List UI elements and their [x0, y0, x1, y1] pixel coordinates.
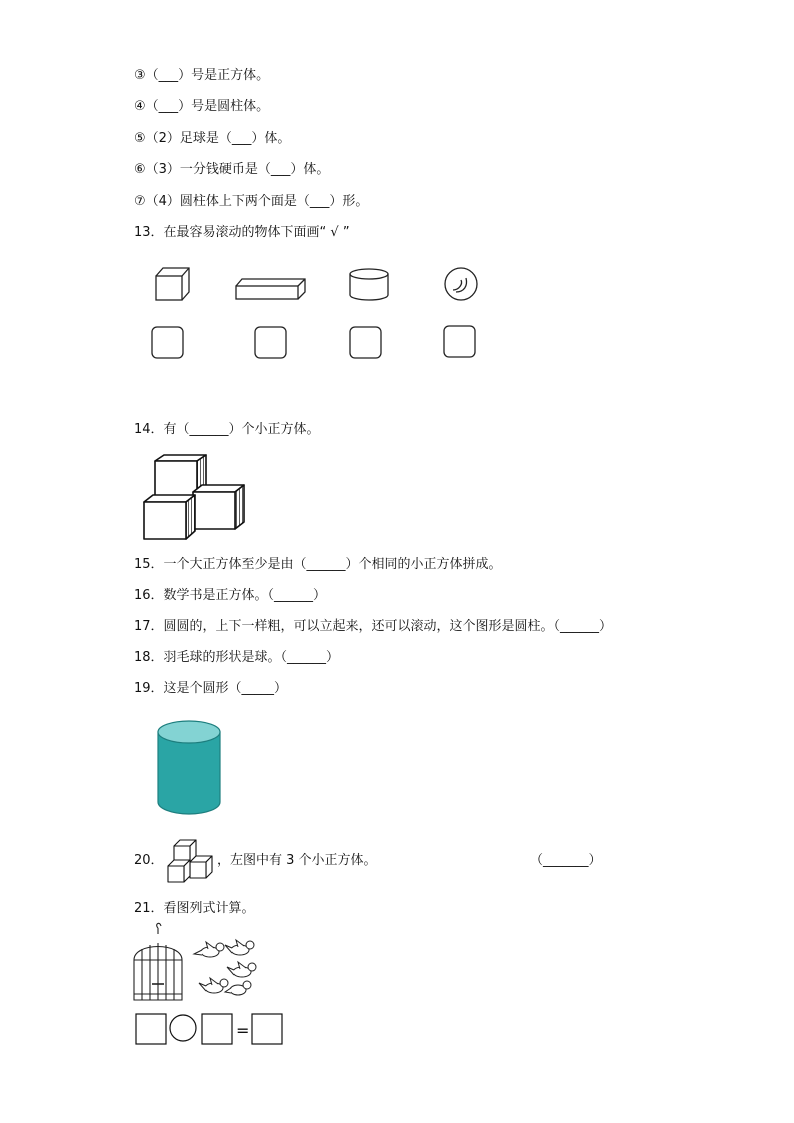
cylinder-top — [158, 721, 220, 743]
question-20-number: 20． — [134, 853, 164, 868]
operator-circle[interactable] — [170, 1015, 196, 1041]
cylinder-body — [158, 732, 220, 814]
question-17-text: 17．圆圆的，上下一样粗，可以立起来，还可以滚动，这个图形是圆柱。（______） — [134, 619, 613, 634]
q21-equation-boxes — [135, 1012, 287, 1048]
q14-cube-stack — [140, 452, 250, 542]
equation-box-2[interactable] — [202, 1014, 232, 1044]
q21-birdcage-illustration — [130, 922, 260, 1008]
statement-7: ⑦（4）圆柱体上下两个面是（___）形。 — [134, 194, 369, 209]
cube-icon — [156, 268, 189, 300]
question-14-text: 14．有（______）个小正方体。 — [134, 422, 320, 437]
question-13-text: 13．在最容易滚动的物体下面画“ √ ” — [134, 225, 350, 240]
answer-box-3[interactable] — [350, 327, 381, 358]
question-21-text: 21．看图列式计算。 — [134, 901, 255, 916]
bird-icon — [199, 978, 228, 993]
q20-cube-figure — [166, 838, 216, 884]
equation-box-1[interactable] — [136, 1014, 166, 1044]
statement-4: ④（___）号是圆柱体。 — [134, 99, 270, 114]
question-20-text: ，左图中有 3 个小正方体。 — [217, 853, 377, 868]
question-16-text: 16．数学书是正方体。（______） — [134, 588, 327, 603]
equals-sign: = — [236, 1021, 250, 1040]
statement-6: ⑥（3）一分钱硬币是（___）体。 — [134, 162, 330, 177]
q19-cylinder — [155, 718, 223, 818]
question-19-text: 19．这是个圆形（_____） — [134, 681, 288, 696]
question-20-blank[interactable]: （_______） — [530, 853, 602, 868]
statement-3: ③（___）号是正方体。 — [134, 68, 270, 83]
statement-5: ⑤（2）足球是（___）体。 — [134, 131, 291, 146]
birdcage-icon — [134, 923, 182, 1000]
bird-icon — [194, 942, 224, 957]
cuboid-icon — [236, 279, 305, 299]
answer-box-1[interactable] — [152, 327, 183, 358]
ball-icon — [445, 268, 477, 300]
answer-box-2[interactable] — [255, 327, 286, 358]
question-15-text: 15．一个大正方体至少是由（______）个相同的小正方体拼成。 — [134, 557, 502, 572]
bird-icon — [225, 981, 251, 995]
q13-shapes — [150, 262, 490, 362]
question-18-text: 18．羽毛球的形状是球。（______） — [134, 650, 340, 665]
answer-box-4[interactable] — [444, 326, 475, 357]
equation-box-result[interactable] — [252, 1014, 282, 1044]
bird-icon — [225, 940, 254, 955]
cylinder-icon — [350, 269, 388, 300]
bird-icon — [227, 962, 256, 977]
